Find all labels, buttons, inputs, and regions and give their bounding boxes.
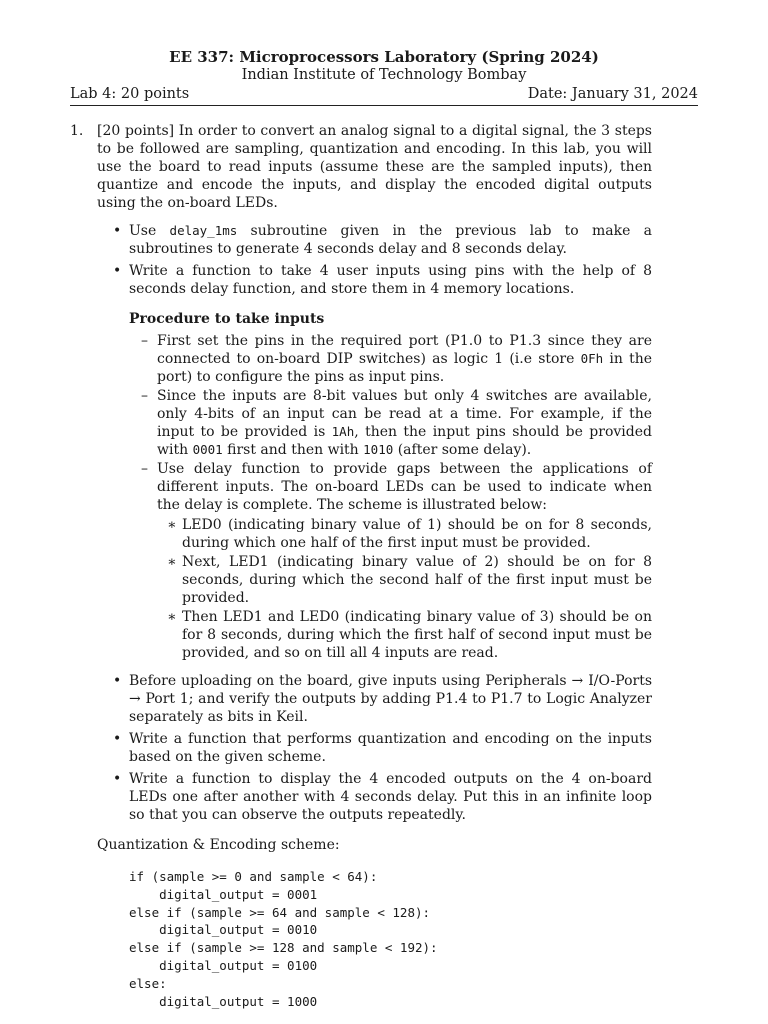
task-delay-pre: Use (129, 223, 170, 239)
step2-b: , then the input pins should be provided with (157, 424, 652, 458)
question-intro: [20 points] In order to convert an analog signal to a digital signal, the 3 steps to be followed are sampling, quantization and encoding. In this lab, you will use the board to read inputs (assume these are the sampled inputs), then quantize and encode the inputs, and display the encoded digital outputs using the on-board LEDs. (97, 123, 652, 211)
task-delay-code: delay_1ms (169, 223, 238, 238)
lab-date: Date: January 31, 2024 (527, 86, 698, 102)
scheme-label: Quantization & Encoding scheme: (97, 837, 340, 853)
institution-name: Indian Institute of Technology Bombay (241, 67, 527, 83)
task-list (97, 222, 652, 298)
document-body (70, 122, 652, 1010)
task-verify: • Before uploading on the board, give inputs using Peripherals → I/O-Ports → Port 1; and verify the outputs by adding P1.4 to P1.7 to Logic Analyzer separately as bits in Keil. (97, 672, 652, 726)
procedure-step-1 (129, 332, 652, 386)
step2-c: first and then with (222, 442, 364, 458)
encoding-code-block: if (sample >= 0 and sample < 64): digital_output = 0001 else if (sample >= 64 and sample < 128): digital_output = 0010 else if (sample >= 128 and sample < 192): digital_output = 0100 else: digital_output = 1000 (129, 869, 438, 1009)
step2-code-1: 1Ah (331, 424, 355, 439)
task-quantize: • Write a function that performs quantization and encoding on the inputs based on the given scheme. (97, 730, 652, 766)
procedure-heading: Procedure to take inputs (129, 311, 325, 327)
step3-text: Use delay function to provide gaps between the applications of different inputs. The on-board LEDs can be used to indicate when the delay is complete. The scheme is illustrated below: (157, 461, 652, 513)
course-title: EE 337: Microprocessors Laboratory (Spring 2024) (169, 48, 599, 66)
task-delay-post: subroutine given in the previous lab to make a subroutines to generate 4 seconds delay and 8 seconds delay. (129, 223, 653, 257)
procedure-step-2 (129, 387, 652, 459)
lab-points: Lab 4: 20 points (70, 86, 190, 102)
procedure-step-3 (129, 460, 652, 662)
step2-code-3: 1010 (363, 442, 394, 457)
step1-post: in the port) to configure the pins as input pins. (157, 351, 652, 385)
step2-a: Since the inputs are 8-bit values but only 4 switches are available, only 4-bits of an input can be read at a time. For example, if the input to be provided is (157, 388, 652, 440)
step2-code-2: 0001 (192, 442, 223, 457)
led-scheme-2: ∗ Next, LED1 (indicating binary value of 2) should be on for 8 seconds, during which the second half of the first input must be provided. (157, 553, 652, 607)
step1-code: 0Fh (580, 351, 604, 366)
procedure-list (129, 332, 652, 662)
led-scheme-list (157, 516, 652, 662)
header-divider (70, 105, 698, 106)
step1-pre: First set the pins in the required port (P1.0 to P1.3 since they are connected to on-board DIP switches) as logic 1 (i.e store (157, 333, 652, 367)
led-scheme-3: ∗ Then LED1 and LED0 (indicating binary value of 3) should be on for 8 seconds, during which the first half of second input must be provided, and so on till all 4 inputs are read. (157, 608, 652, 662)
step2-d: (after some delay). (393, 442, 532, 458)
task-list-2 (97, 672, 652, 824)
question-number: 1. (70, 123, 84, 139)
question-body (97, 122, 652, 1010)
led-scheme-1: ∗ LED0 (indicating binary value of 1) should be on for 8 seconds, during which one half of the first input must be provided. (157, 516, 652, 552)
task-delay (97, 222, 652, 258)
task-display: • Write a function to display the 4 encoded outputs on the 4 on-board LEDs one after another with 4 seconds delay. Put this in an infinite loop so that you can observe the outputs repeatedly. (97, 770, 652, 824)
task-inputs: • Write a function to take 4 user inputs using pins with the help of 8 seconds delay function, and store them in 4 memory locations. (97, 262, 652, 298)
question-1 (70, 122, 652, 1010)
